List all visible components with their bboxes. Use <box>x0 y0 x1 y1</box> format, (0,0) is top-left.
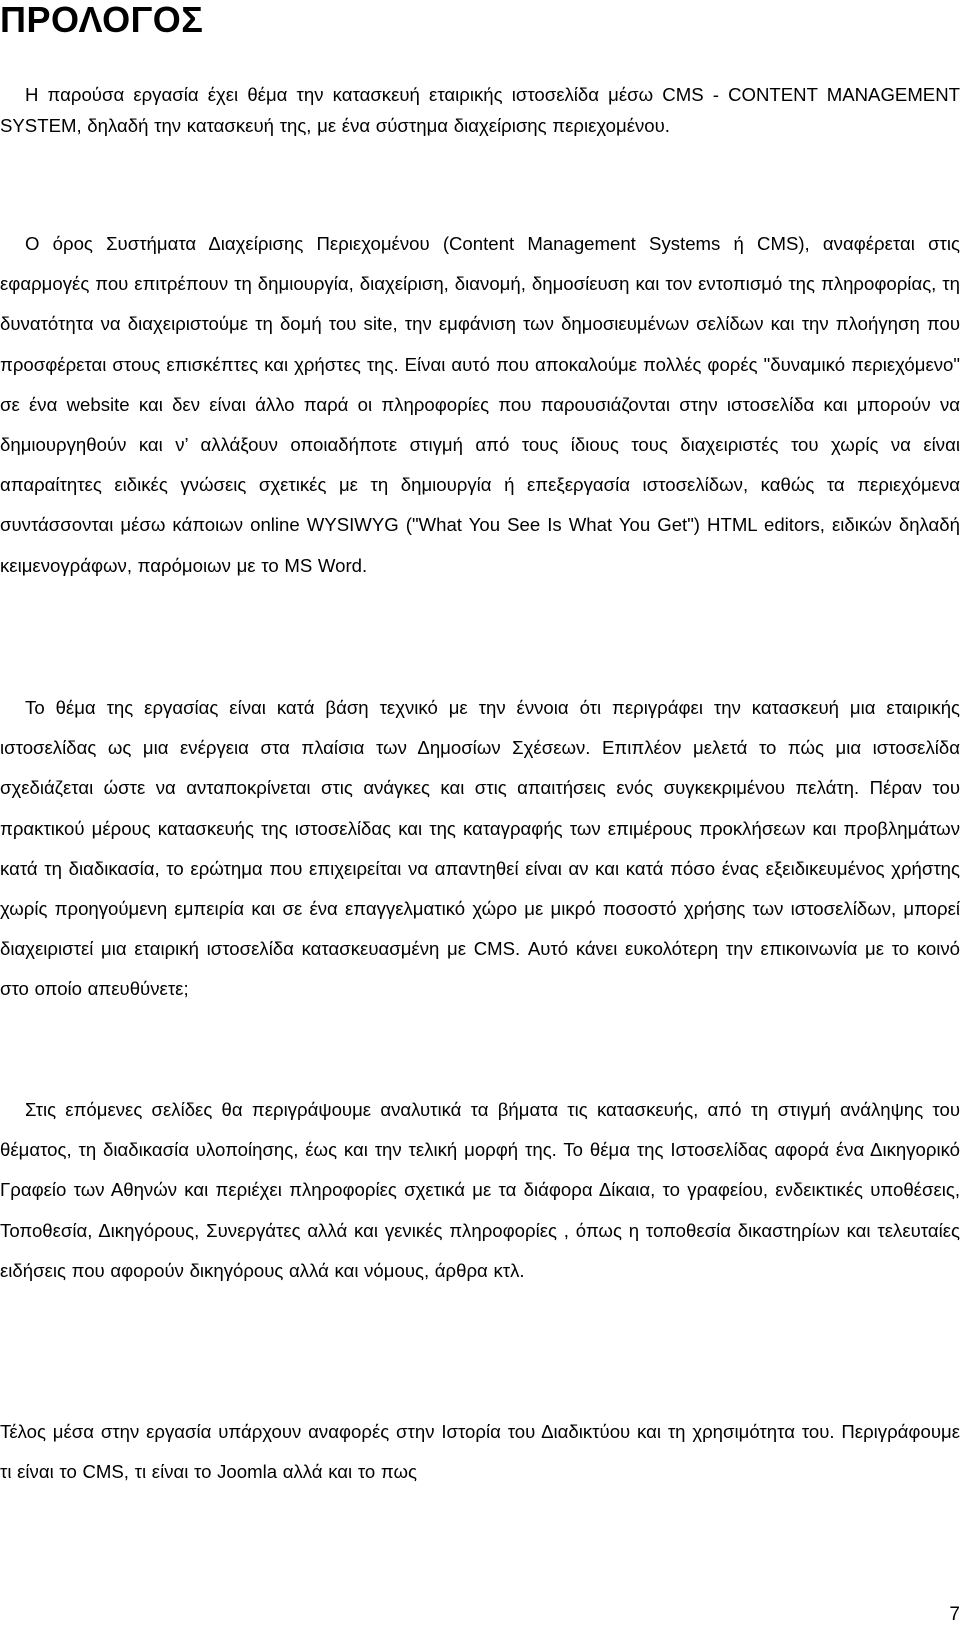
paragraph-next-pages: Στις επόμενες σελίδες θα περιγράψουμε αναλυτικά τα βήματα τις κατασκευής, από τη στιγμή ανάληψης του θέματος, τη διαδικασία υλοποίησης, έως και την τελική μορφή της. Το θέμα της Ιστοσελίδας αφορά ένα Δικηγορικό Γραφείο των Αθηνών και περιέχει πληροφορίες σχετικά με τα διάφορα Δίκαια, το γραφείου, ενδεικτικές υποθέσεις, Τοποθεσία, Δικηγόρους, Συνεργάτες αλλά και γενικές πληροφορίες , όπως η τοποθεσία δικαστηρίων και τελευταίες ειδήσεις που αφορούν δικηγόρους αλλά και νόμους, άρθρα κτλ. <box>0 1099 960 1281</box>
paragraph-topic: Το θέμα της εργασίας είναι κατά βάση τεχνικό με την έννοια ότι περιγράφει την κατασκευή μια εταιρικής ιστοσελίδας ως μια ενέργεια στα πλαίσια των Δημοσίων Σχέσεων. Επιπλέον μελετά το πώς μια ιστοσελίδα σχεδιάζεται ώστε να ανταποκρίνεται στις ανάγκες και στις απαιτήσεις ενός συγκεκριμένου πελάτη. Πέραν του πρακτικού μέρους κατασκευής της ιστοσελίδας και της καταγραφής των επιμέρους προκλήσεων και προβλημάτων κατά τη διαδικασία, το ερώτημα που επιχειρείται να απαντηθεί είναι αν και κατά πόσο ένας εξειδικευμένος χρήστης χωρίς προηγούμενη εμπειρία και σε ένα επαγγελματικό χώρο με μικρό ποσοστό χρήσης των ιστοσελίδων, μπορεί διαχειριστεί μια εταιρική ιστοσελίδα κατασκευασμένη με CMS. Αυτό κάνει ευκολότερη την επικοινωνία με το κοινό στο οποίο απευθύνετε; <box>0 697 960 1000</box>
paragraph-closing: Τέλος μέσα στην εργασία υπάρχουν αναφορές στην Ιστορία του Διαδικτύου και τη χρησιμότητα του. Περιγράφουμε τι είναι το CMS, τι είναι το Joomla αλλά και το πως <box>0 1421 960 1483</box>
page-title: ΠΡΟΛΟΓΟΣ <box>0 0 204 40</box>
paragraph-intro: Η παρούσα εργασία έχει θέμα την κατασκευή εταιρικής ιστοσελίδα μέσω CMS - CONTENT MANAGEMENT SYSTEM, δηλαδή την κατασκευή της, με ένα σύστημα διαχείρισης περιεχομένου. <box>0 84 960 136</box>
page-number: 7 <box>949 1604 960 1625</box>
paragraph-cms-definition: Ο όρος Συστήματα Διαχείρισης Περιεχομένου (Content Management Systems ή CMS), αναφέρεται στις εφαρμογές που επιτρέπουν τη δημιουργία, διαχείριση, διανομή, δημοσίευση και τον εντοπισμό της πληροφορίας, τη δυνατότητα να διαχειριστούμε τη δομή του site, την εμφάνιση των δημοσιευμένων σελίδων και την πλοήγηση που προσφέρεται στους επισκέπτες και χρήστες της. Είναι αυτό που αποκαλούμε πολλές φορές "δυναμικό περιεχόμενο" σε ένα website και δεν είναι άλλο παρά οι πληροφορίες που παρουσιάζονται στην ιστοσελίδα και μπορούν να δημιουργηθούν και ν’ αλλάξουν οποιαδήποτε στιγμή από τους ίδιους τους διαχειριστές του χωρίς να είναι απαραίτητες ειδικές γνώσεις σχετικές με τη δημιουργία ή επεξεργασία ιστοσελίδων, καθώς τα περιεχόμενα συντάσσονται μέσω κάποιων online WYSIWYG ("What You See Is What You Get") HTML editors, ειδικών δηλαδή κειμενογράφων, παρόμοιων με το MS Word. <box>0 233 960 576</box>
